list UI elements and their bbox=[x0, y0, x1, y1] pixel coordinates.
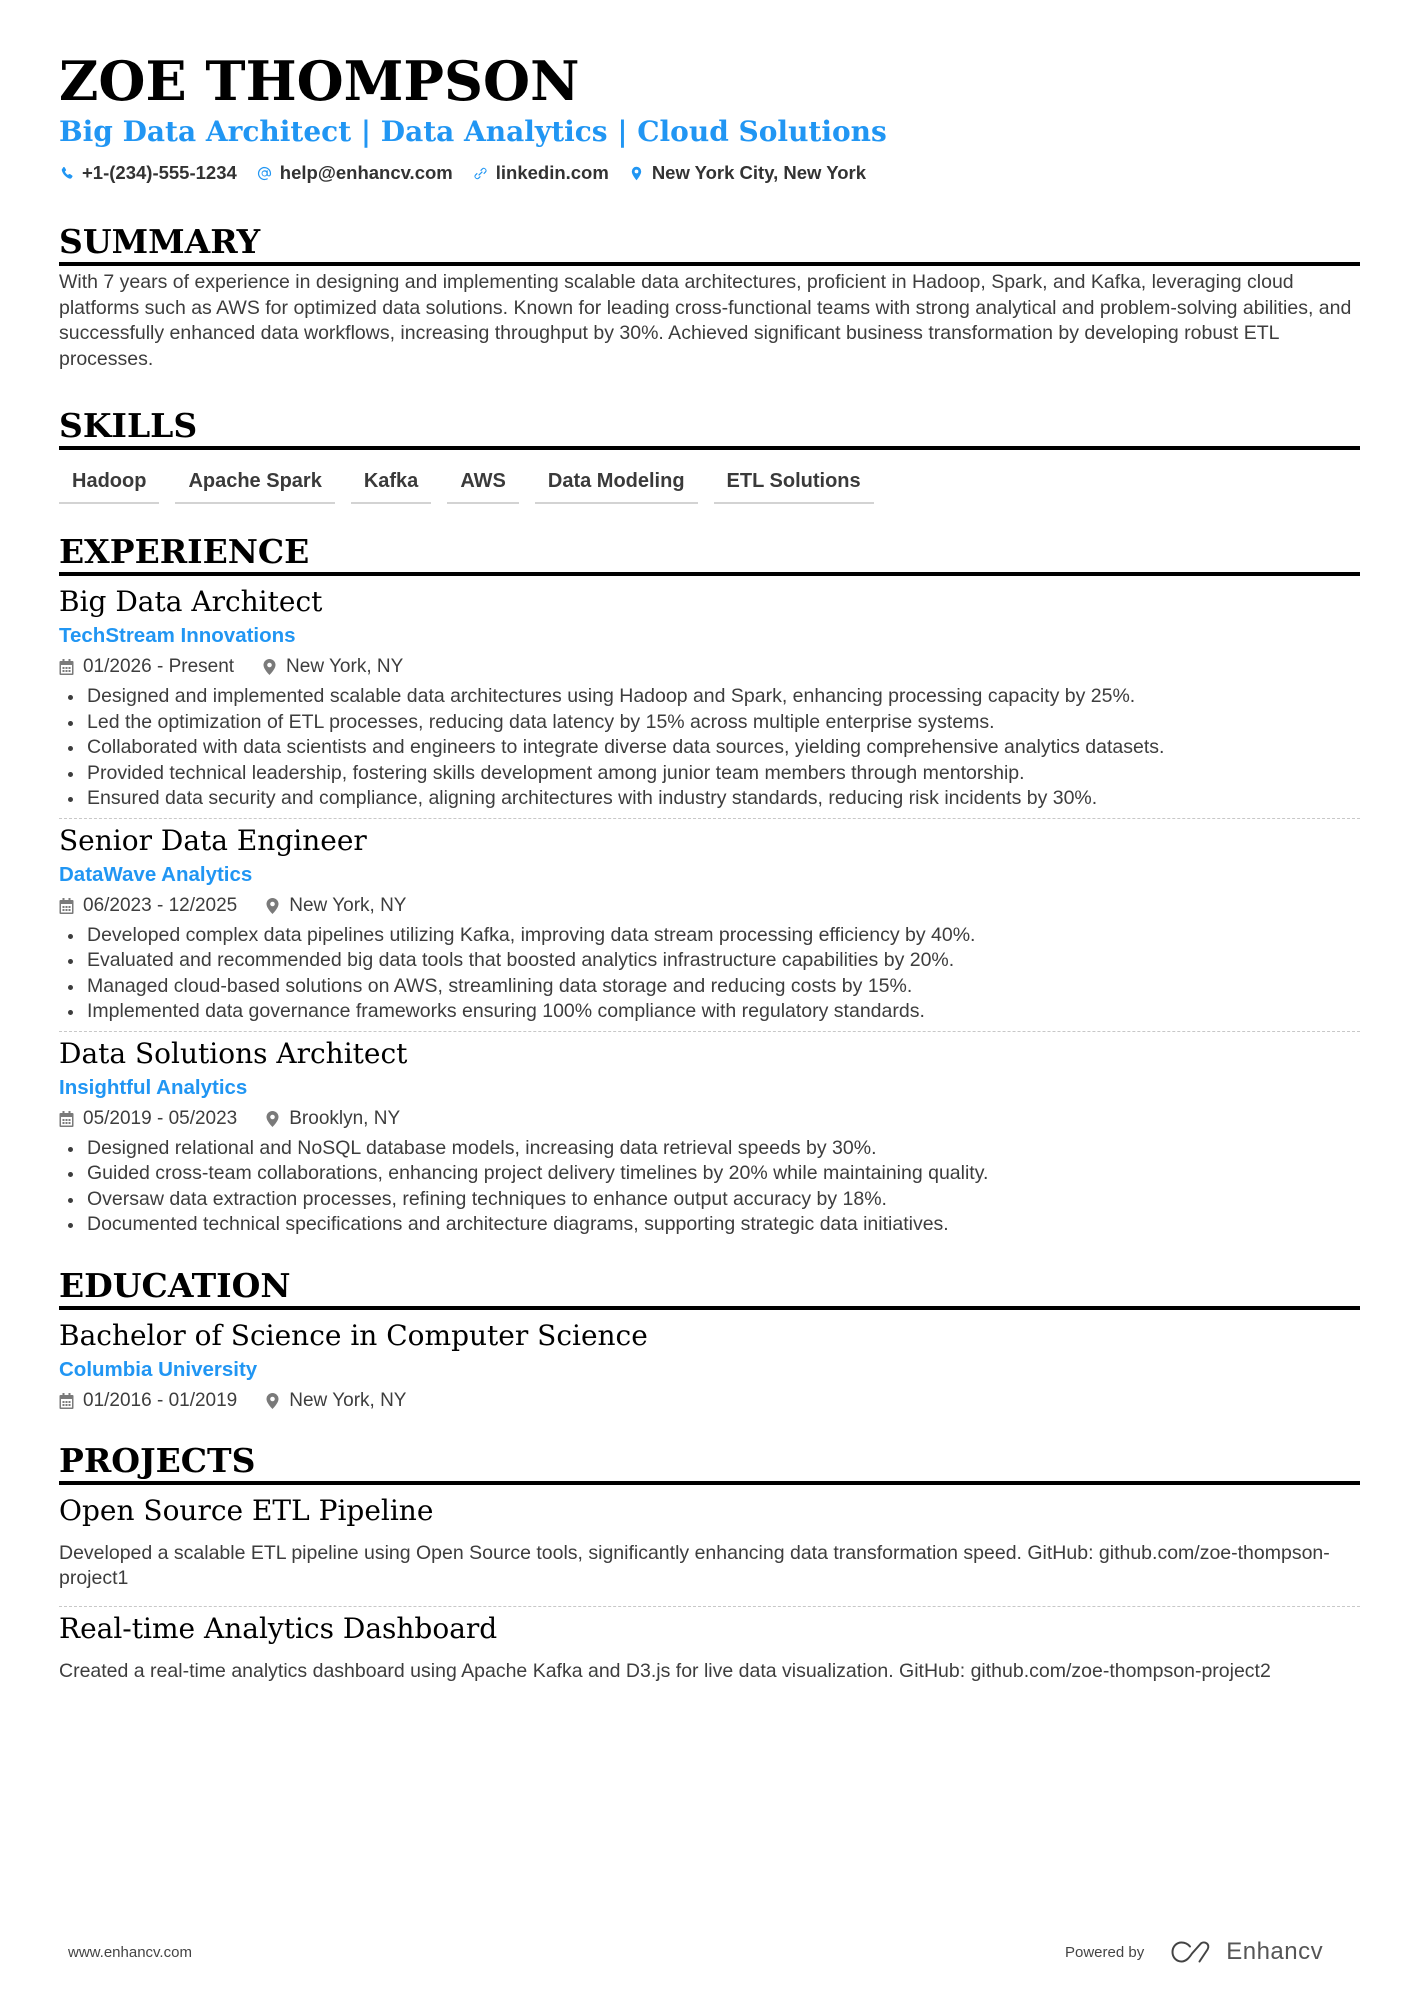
enhancv-logo-icon bbox=[1170, 1940, 1216, 1964]
education-dates bbox=[59, 1389, 237, 1413]
job-location-text: Brooklyn, NY bbox=[289, 1107, 401, 1129]
bullet-item: Oversaw data extraction processes, refining techniques to enhance output accuracy by 18%. bbox=[59, 1187, 1360, 1213]
bullet-item: Led the optimization of ETL processes, reducing data latency by 15% across multiple enterprise systems. bbox=[59, 710, 1360, 736]
job-dates bbox=[59, 1107, 237, 1131]
projects-heading: PROJECTS bbox=[59, 1441, 1360, 1485]
phone-icon bbox=[59, 165, 75, 181]
calendar-icon bbox=[59, 1111, 74, 1127]
bullet-item: Designed and implemented scalable data architectures using Hadoop and Spark, enhancing processing capacity by 25%. bbox=[59, 684, 1360, 710]
bullet-item: Developed complex data pipelines utilizing Kafka, improving data stream processing efficiency by 40%. bbox=[59, 923, 1360, 949]
job-dates-text: 06/2023 - 12/2025 bbox=[83, 894, 238, 916]
bullet-item: Documented technical specifications and architecture diagrams, supporting strategic data initiatives. bbox=[59, 1212, 1360, 1238]
skill-tag: Apache Spark bbox=[175, 463, 334, 504]
job-meta bbox=[59, 655, 1360, 679]
skill-tag: ETL Solutions bbox=[714, 463, 874, 504]
resume-header bbox=[59, 50, 1360, 186]
job-location bbox=[265, 1107, 400, 1131]
contact-linkedin[interactable] bbox=[473, 162, 609, 184]
location-pin-icon bbox=[265, 1111, 280, 1127]
resume-page bbox=[59, 50, 1360, 1698]
at-icon bbox=[257, 165, 273, 181]
contact-location-text: New York City, New York bbox=[651, 162, 867, 183]
education-location-text: New York, NY bbox=[289, 1389, 407, 1411]
enhancv-logo[interactable] bbox=[1170, 1938, 1323, 1966]
experience-entry bbox=[59, 1031, 1360, 1244]
skills-heading: SKILLS bbox=[59, 406, 1360, 450]
job-bullets bbox=[59, 1136, 1360, 1238]
experience-entry bbox=[59, 584, 1360, 818]
company-name: TechStream Innovations bbox=[59, 624, 296, 647]
education-heading: EDUCATION bbox=[59, 1266, 1360, 1310]
link-icon bbox=[473, 165, 489, 181]
experience-section bbox=[59, 532, 1360, 1244]
location-pin-icon bbox=[262, 659, 277, 675]
job-location bbox=[265, 894, 406, 918]
skill-tag: AWS bbox=[447, 463, 519, 504]
experience-entry bbox=[59, 818, 1360, 1031]
job-dates-text: 01/2026 - Present bbox=[83, 656, 235, 677]
summary-section bbox=[59, 222, 1360, 372]
bullet-item: Collaborated with data scientists and engineers to integrate diverse data sources, yielding comprehensive analytics datasets. bbox=[59, 735, 1360, 761]
calendar-icon bbox=[59, 898, 74, 914]
contact-location bbox=[629, 162, 866, 184]
bullet-item: Evaluated and recommended big data tools that boosted analytics infrastructure capabilities by 20%. bbox=[59, 948, 1360, 974]
contact-phone[interactable] bbox=[59, 162, 237, 184]
experience-heading: EXPERIENCE bbox=[59, 532, 1360, 576]
bullet-item: Provided technical leadership, fostering skills development among junior team members through mentorship. bbox=[59, 761, 1360, 787]
job-dates-text: 05/2019 - 05/2023 bbox=[83, 1107, 238, 1129]
skills-section bbox=[59, 406, 1360, 504]
job-bullets bbox=[59, 684, 1360, 812]
brand-name: Enhancv bbox=[1226, 1938, 1324, 1965]
company-name: DataWave Analytics bbox=[59, 862, 253, 886]
job-meta bbox=[59, 1107, 1360, 1131]
project-entry bbox=[59, 1493, 1360, 1606]
school-name: Columbia University bbox=[59, 1357, 258, 1381]
job-dates bbox=[59, 894, 237, 918]
contact-bar bbox=[59, 160, 1360, 186]
job-location-text: New York, NY bbox=[289, 894, 407, 916]
footer-website[interactable]: www.enhancv.com bbox=[68, 1944, 192, 1961]
bullet-item: Implemented data governance frameworks ensuring 100% compliance with regulatory standards. bbox=[59, 999, 1360, 1025]
skill-tag: Kafka bbox=[351, 463, 431, 504]
skills-list bbox=[59, 463, 1360, 504]
calendar-icon bbox=[59, 1393, 74, 1409]
contact-linkedin-text: linkedin.com bbox=[495, 162, 609, 183]
bullet-item: Guided cross-team collaborations, enhancing project delivery timelines by 20% while maintaining quality. bbox=[59, 1161, 1360, 1187]
contact-phone-text: +1-(234)-555-1234 bbox=[82, 162, 237, 183]
summary-text: With 7 years of experience in designing and implementing scalable data architectures, proficient in Hadoop, Spark, and Kafka, leveraging cloud platforms such as AWS for optimized data solutions. Known for leading cross-functional teams with strong analytical and problem-solving abilities, and successfully enhanced data workflows, increasing throughput by 30%. Achieved significant business transformation by developing robust ETL processes. bbox=[59, 271, 1352, 370]
job-title: Data Solutions Architect bbox=[59, 1036, 408, 1070]
job-dates bbox=[59, 655, 234, 679]
summary-heading: SUMMARY bbox=[59, 222, 1360, 266]
powered-by-label: Powered by bbox=[1065, 1943, 1145, 1961]
job-meta bbox=[59, 894, 1360, 918]
candidate-title: Big Data Architect | Data Analytics | Cloud Solutions bbox=[59, 115, 887, 148]
company-name: Insightful Analytics bbox=[59, 1075, 248, 1099]
job-location-text: New York, NY bbox=[286, 656, 404, 677]
project-title: Open Source ETL Pipeline bbox=[59, 1493, 434, 1527]
contact-email-text: help@enhancv.com bbox=[279, 162, 453, 183]
bullet-item: Managed cloud-based solutions on AWS, streamlining data storage and reducing costs by 15%. bbox=[59, 974, 1360, 1000]
projects-section bbox=[59, 1441, 1360, 1699]
calendar-icon bbox=[59, 659, 74, 675]
education-section bbox=[59, 1266, 1360, 1419]
location-pin-icon bbox=[629, 165, 645, 181]
job-bullets bbox=[59, 923, 1360, 1025]
education-entry bbox=[59, 1318, 1360, 1419]
job-location bbox=[262, 655, 403, 679]
degree-title: Bachelor of Science in Computer Science bbox=[59, 1318, 648, 1352]
contact-email[interactable] bbox=[257, 162, 453, 184]
bullet-item: Ensured data security and compliance, aligning architectures with industry standards, reducing risk incidents by 30%. bbox=[59, 786, 1360, 812]
education-dates-text: 01/2016 - 01/2019 bbox=[83, 1389, 238, 1411]
bullet-item: Designed relational and NoSQL database models, increasing data retrieval speeds by 30%. bbox=[59, 1136, 1360, 1162]
project-title: Real-time Analytics Dashboard bbox=[59, 1611, 498, 1645]
location-pin-icon bbox=[265, 1393, 280, 1409]
skill-tag: Data Modeling bbox=[535, 463, 698, 504]
job-title: Senior Data Engineer bbox=[59, 823, 367, 857]
education-meta bbox=[59, 1389, 1360, 1413]
education-location bbox=[265, 1389, 406, 1413]
skill-tag: Hadoop bbox=[59, 463, 159, 504]
project-entry bbox=[59, 1606, 1360, 1699]
candidate-name: ZOE THOMPSON bbox=[59, 49, 580, 113]
project-description: Developed a scalable ETL pipeline using Open Source tools, significantly enhancing data transformation speed. GitHub: github.com/zoe-thompson-project1 bbox=[59, 1541, 1330, 1589]
job-title: Big Data Architect bbox=[59, 585, 323, 618]
footer-branding bbox=[1065, 1938, 1323, 1966]
project-description: Created a real-time analytics dashboard using Apache Kafka and D3.js for live data visualization. GitHub: github.com/zoe-thompson-project2 bbox=[59, 1659, 1271, 1682]
location-pin-icon bbox=[265, 898, 280, 914]
